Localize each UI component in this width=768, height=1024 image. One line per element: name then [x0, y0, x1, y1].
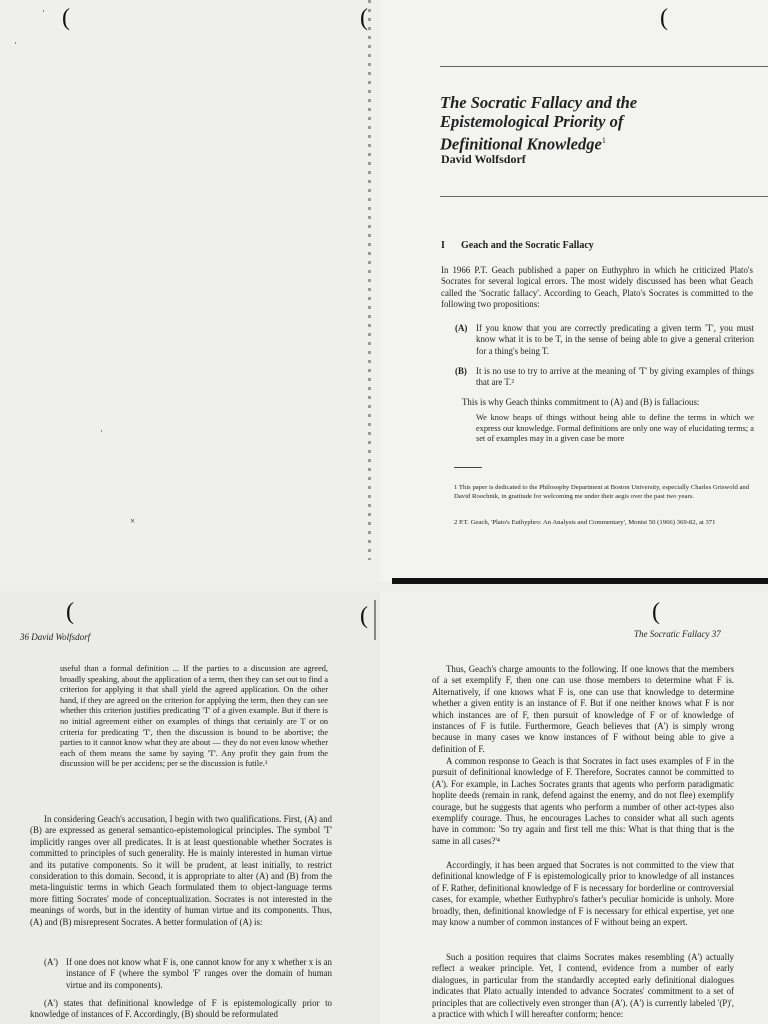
- prop-b-label: [455, 366, 475, 377]
- binding-bracket: (: [360, 603, 368, 629]
- title-top-rule: [440, 66, 768, 67]
- page-37-header: The Socratic Fallacy 37: [634, 629, 721, 639]
- article-author: David Wolfsdorf: [441, 152, 526, 166]
- label-text: (A): [455, 323, 468, 333]
- intro-paragraph: In 1966 P.T. Geach published a paper on Euthyphro in which he criticized Plato's Socrates for several logical errors. The most widely discussed has been what Geach called the 'Socratic fallacy'. According to Geach, Plato's Socrates is committed to the following two propositions:: [441, 265, 753, 310]
- prop-a-text: If you know that you are correctly predicating a given term 'T', you must know what it is to be T, in the sense of being able to give a general criterion for a thing's being T.: [476, 323, 754, 356]
- body-paragraph: Such a position requires that claims Socrates makes resembling (A') actually reflect a weaker principle. Yet, I contend, evidence from a number of early dialogues, in particular from the standardly accepted early definitional dialogues indicates that Plato actually intended to advance Socrates' commitment to a set of principles that are collectively even stronger than (A'). (A') is currently labeled '(P)', a practice with which I will hereafter conform; hence:: [432, 952, 734, 1020]
- prop-a-label: [455, 323, 475, 334]
- blank-page-scan: [0, 0, 378, 582]
- body-paragraph: Accordingly, it has been argued that Socrates is not committed to the view that definitional knowledge of F is epistemologically prior to knowledge of all instances of F. Rather, definitional knowledge of F is necessary for borderline or controversial cases, for example, whether Euthyphro's father's peculiar homicide is unholy. More broadly, then, definitional knowledge of F is necessary for ethical expertise, yet one may know a number of common instances of F without being an expert.: [432, 860, 734, 928]
- label-text: (A'): [44, 957, 58, 967]
- fallacious-line: This is why Geach thinks commitment to (A) and (B) is fallacious:: [462, 397, 700, 407]
- scan-speck: ·: [100, 426, 103, 436]
- prop-aprime-text: If one does not know what F is, one cannot know for any x whether x is an instance of F (where the symbol 'F' ranges over the domain of human virtue and its components).: [66, 957, 332, 990]
- body-paragraph: (A') states that definitional knowledge of F is epistemologically prior to knowledge of instances of F. Accordingly, (B) should be reformulated: [30, 998, 332, 1020]
- binding-bracket: (: [66, 599, 74, 625]
- prop-aprime-label: [44, 957, 66, 968]
- footnote-marker: 1: [601, 136, 606, 145]
- title-bottom-rule: [440, 196, 768, 197]
- footnote-rule: [454, 467, 482, 468]
- footnote-2: 2 P.T. Geach, 'Plato's Euthyphro: An Analysis and Commentary', Monist 50 (1966) 369-82, at 371: [454, 519, 716, 526]
- scan-speck: ×: [130, 516, 136, 526]
- scan-speck: ·: [14, 38, 17, 48]
- body-paragraph: Thus, Geach's charge amounts to the following. If one knows that the members of a set exemplify F, then one can use those members to determine what F is. Alternatively, if one knows what F is, one can use that knowledge to determine whether a given entity is an instance of F. But if one neither knows what F is nor which instances are of F, then pursuit of knowledge of F or of knowledge of instances of F is futile. Furthermore, Geach believes that (A') is simply wrong because in many cases we know instances of F without being able to give a definition of F.: [432, 664, 734, 754]
- body-paragraph: A common response to Geach is that Socrates in fact uses examples of F in the pursuit of definitional knowledge of F. Therefore, Socrates cannot be committed to (A'). For example, in Laches Socrates grants that agents who perform paradigmatic hoplite deeds (remain in rank, defend against the enemy, and do not flee) exemplify courage, but he suggests that agents who perform a number of other act-types also exemplify courage. Thus, he encourages Laches to consider what all such agents have in common: 'So try again and first tell me this: What is that thing that is the same in all cases?'⁴: [432, 756, 734, 846]
- geach-quote: We know heaps of things without being able to define the terms in which we express our knowledge. Formal definitions are only one way of elucidating terms; a set of examples may in a given case be more: [476, 413, 754, 444]
- page-36-header: 36 David Wolfsdorf: [20, 632, 91, 642]
- footnote-1: 1 This paper is dedicated to the Philosophy Department at Boston University, especially Charles Griswold and David Roochnik, in gratitude for welcoming me under their aegis over the past two years.: [454, 484, 750, 500]
- quote-continued: useful than a formal definition ... If the parties to a discussion are agreed, broadly speaking, about the application of a term, then they can set out to find a criterion for applying it that shall yield the agreed application. On the other hand, if they are agreed on the criterion for applying the term, then they can see whether this criterion justifies predicating 'T' of a given example. But if there is no initial agreement either on examples of things that certainly are T or on criteria for predicating 'T', then the discussion is bound to be abortive; the parties to it cannot know what they are about — they do not even know whether each of them means the same by saying 'T'. Any profit they gain from the discussion will be per accidens; per se the discussion is futile.³: [60, 664, 328, 769]
- title-line: Epistemological Priority of: [440, 112, 624, 131]
- article-title: [440, 93, 760, 154]
- prop-b-text: It is no use to try to arrive at the meaning of 'T' by giving examples of things that are T.²: [476, 366, 754, 388]
- binding-bracket: (: [360, 5, 368, 31]
- binding-gutter: [368, 0, 371, 560]
- title-line: Definitional Knowledge: [440, 134, 602, 154]
- binding-bracket: (: [660, 5, 668, 31]
- scan-shadow-band: [392, 578, 768, 584]
- binding-bracket: (: [652, 599, 660, 625]
- section-heading: Geach and the Socratic Fallacy: [461, 240, 594, 251]
- body-paragraph: In considering Geach's accusation, I begin with two qualifications. First, (A) and (B) are expressed as general semantico-epistemological principles. The symbol 'T' implicitly ranges over all predicates. It is at least questionable whether Socrates is committed to principles of such generality. He is mainly interested in human virtue and its putative components. So it will be prudent, at least initially, to restrict consideration to this domain. Second, it is appropriate to alter (A) and (B) from the meta-linguistic terms in which Geach formulated them to object-language terms more fitting Socrates' mode of conceptualization. Socrates is not interested in the meanings of words, but in the identity of human virtue and its components. Thus, (A) and (B) misrepresent Socrates. A better formulation of (A) is:: [30, 814, 332, 927]
- title-line: The Socratic Fallacy and the: [440, 93, 638, 112]
- section-number: I: [441, 240, 445, 251]
- label-text: (B): [455, 366, 467, 376]
- binding-bracket: (: [62, 5, 70, 31]
- binding-gutter-lower: [374, 600, 376, 640]
- scan-speck: ·: [42, 6, 45, 16]
